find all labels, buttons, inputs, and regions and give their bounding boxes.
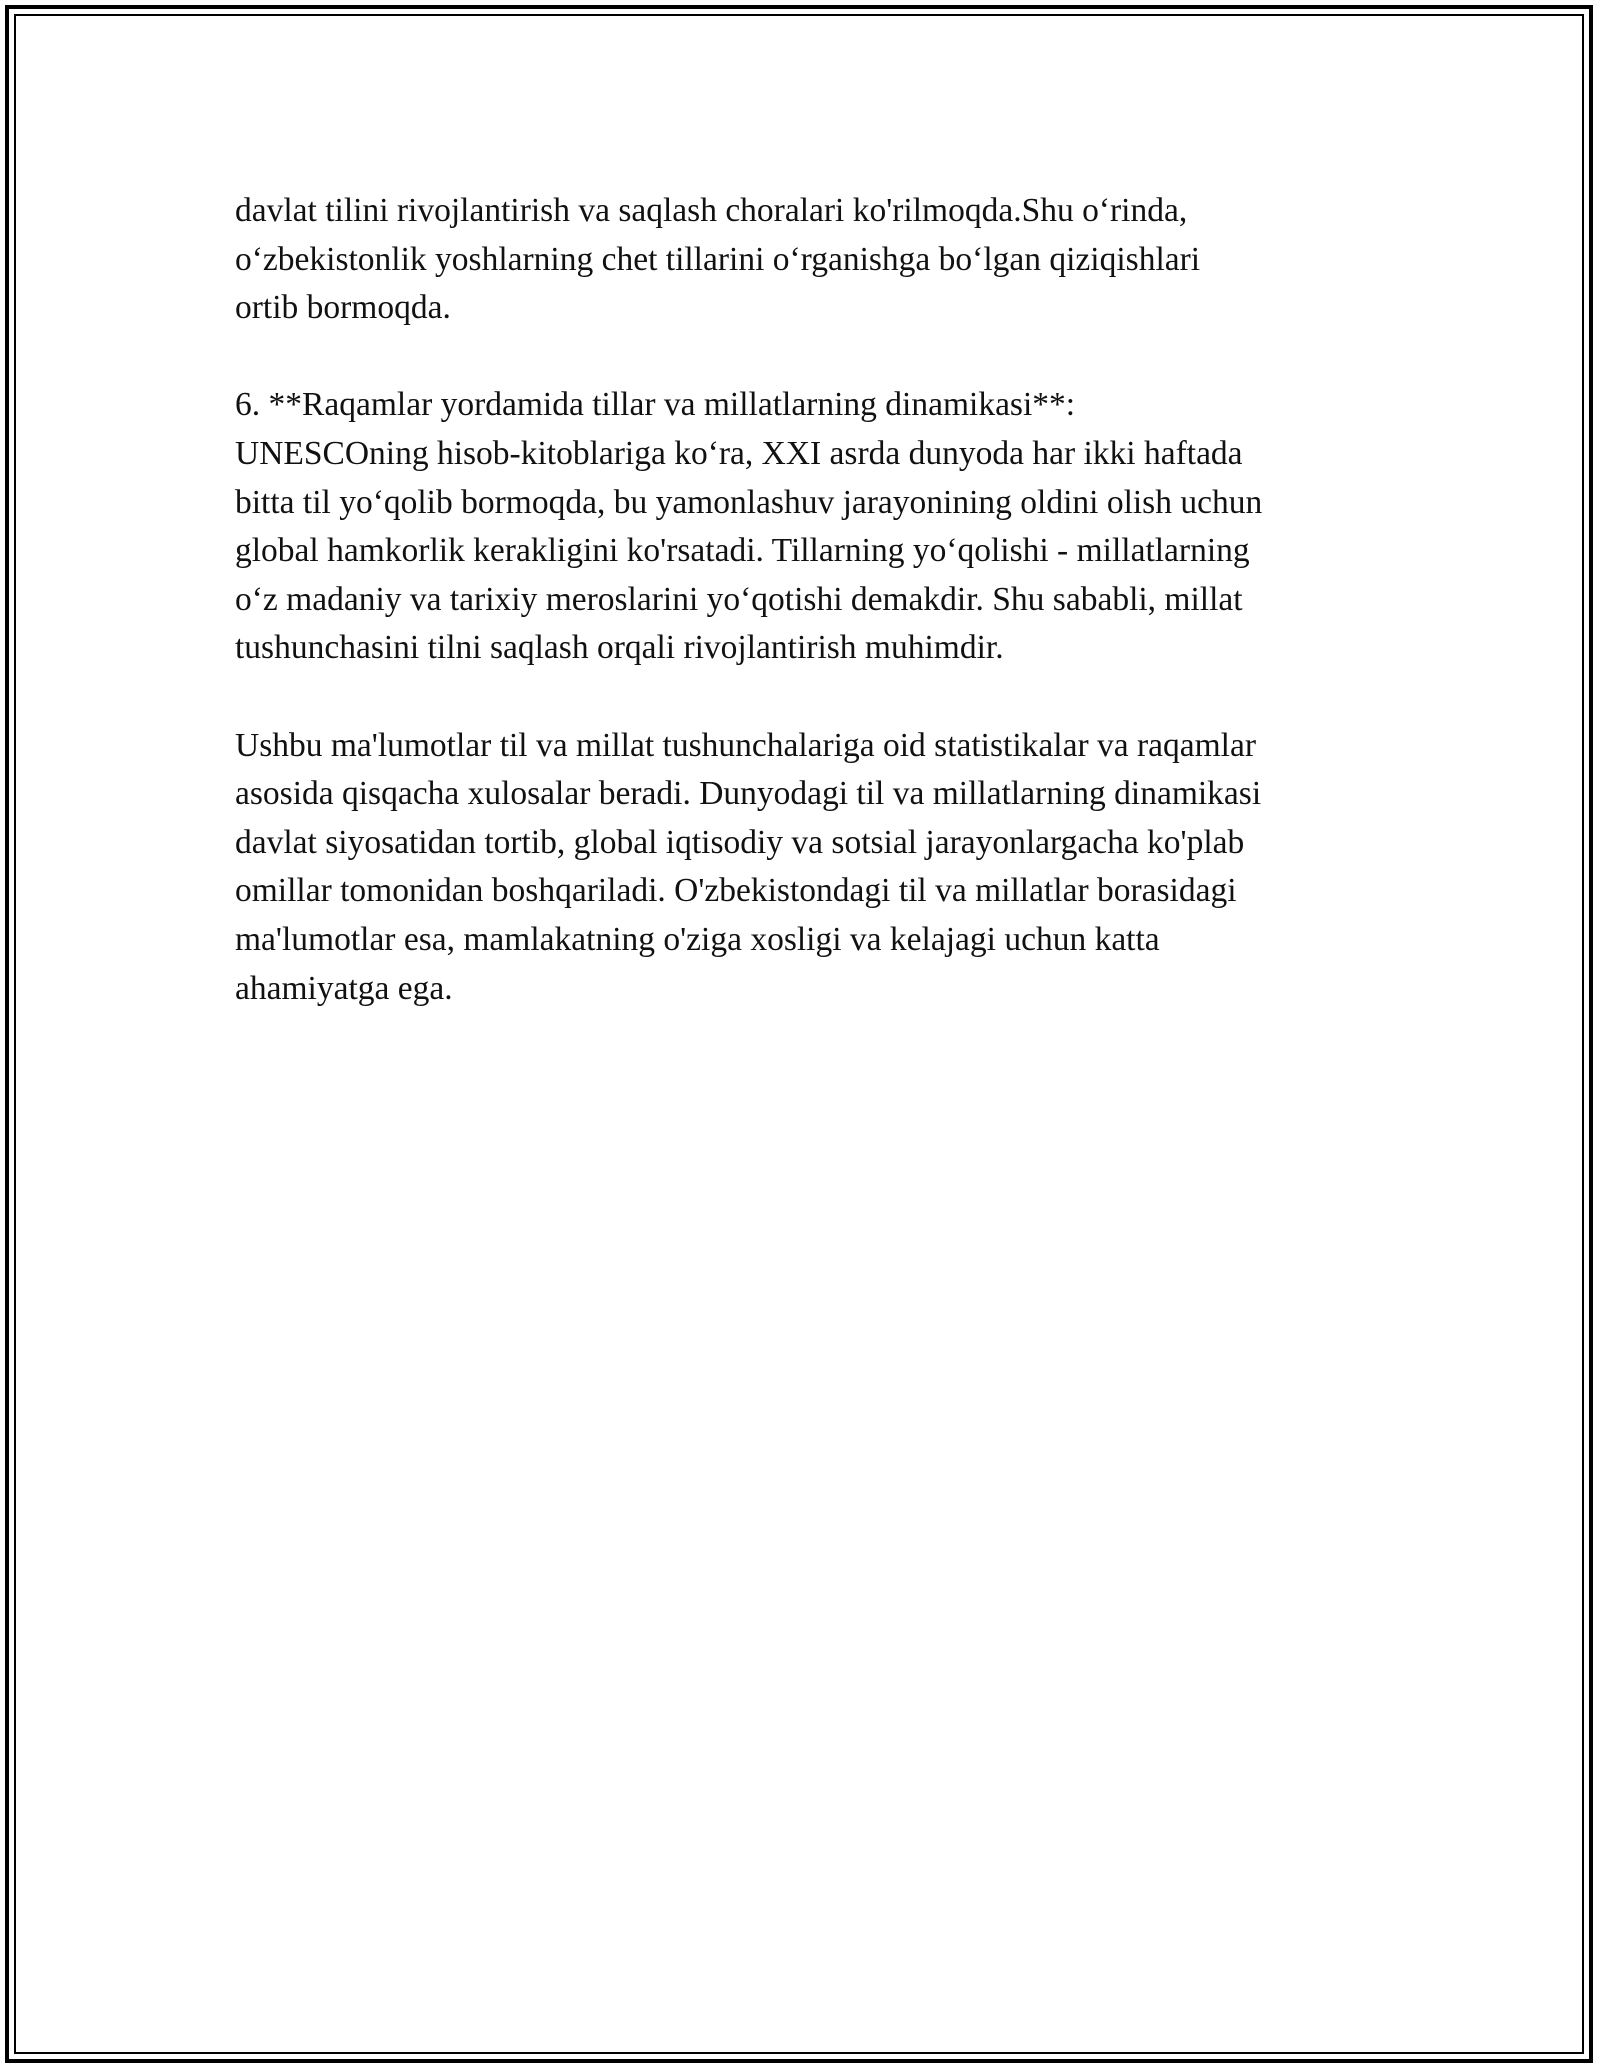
text-line: tushunchasini tilni saqlash orqali rivojlantirish muhimdir. bbox=[235, 629, 1004, 667]
paragraph-3 bbox=[235, 722, 1385, 1014]
paragraph-1 bbox=[235, 187, 1385, 333]
text-line: bitta til yo‘qolib bormoqda, bu yamonlashuv jarayonining oldini olish uchun bbox=[235, 483, 1263, 521]
text-line: davlat siyosatidan tortib, global iqtisodiy va sotsial jarayonlargacha ko'plab bbox=[235, 823, 1245, 861]
text-line: omillar tomonidan boshqariladi. O'zbekistondagi til va millatlar borasidagi bbox=[235, 872, 1237, 910]
text-line: asosida qisqacha xulosalar beradi. Dunyodagi til va millatlarning dinamikasi bbox=[235, 775, 1262, 813]
text-line: Ushbu ma'lumotlar til va millat tushunchalariga oid statistikalar va raqamlar bbox=[235, 726, 1256, 764]
text-line: global hamkorlik kerakligini ko'rsatadi. Tillarning yo‘qolishi - millatlarning bbox=[235, 532, 1250, 570]
text-line: UNESCOning hisob-kitoblariga ko‘ra, XXI asrda dunyoda har ikki haftada bbox=[235, 434, 1243, 472]
text-line: ahamiyatga ega. bbox=[235, 969, 453, 1007]
text-line: ma'lumotlar esa, mamlakatning o'ziga xosligi va kelajagi uchun katta bbox=[235, 920, 1160, 958]
paragraph-2 bbox=[235, 381, 1385, 673]
text-line: o‘zbekistonlik yoshlarning chet tillarini o‘rganishga bo‘lgan qiziqishlari bbox=[235, 240, 1201, 278]
text-line: o‘z madaniy va tarixiy meroslarini yo‘qotishi demakdir. Shu sababli, millat bbox=[235, 580, 1243, 618]
text-line: davlat tilini rivojlantirish va saqlash choralari ko'rilmoqda.Shu o‘rinda, bbox=[235, 192, 1188, 229]
document-body bbox=[235, 187, 1385, 1013]
section-heading-line: 6. **Raqamlar yordamida tillar va millatlarning dinamikasi**: bbox=[235, 386, 1076, 424]
text-line: ortib bormoqda. bbox=[235, 289, 451, 327]
paragraph-gap bbox=[235, 333, 1385, 382]
paragraph-gap bbox=[235, 673, 1385, 722]
